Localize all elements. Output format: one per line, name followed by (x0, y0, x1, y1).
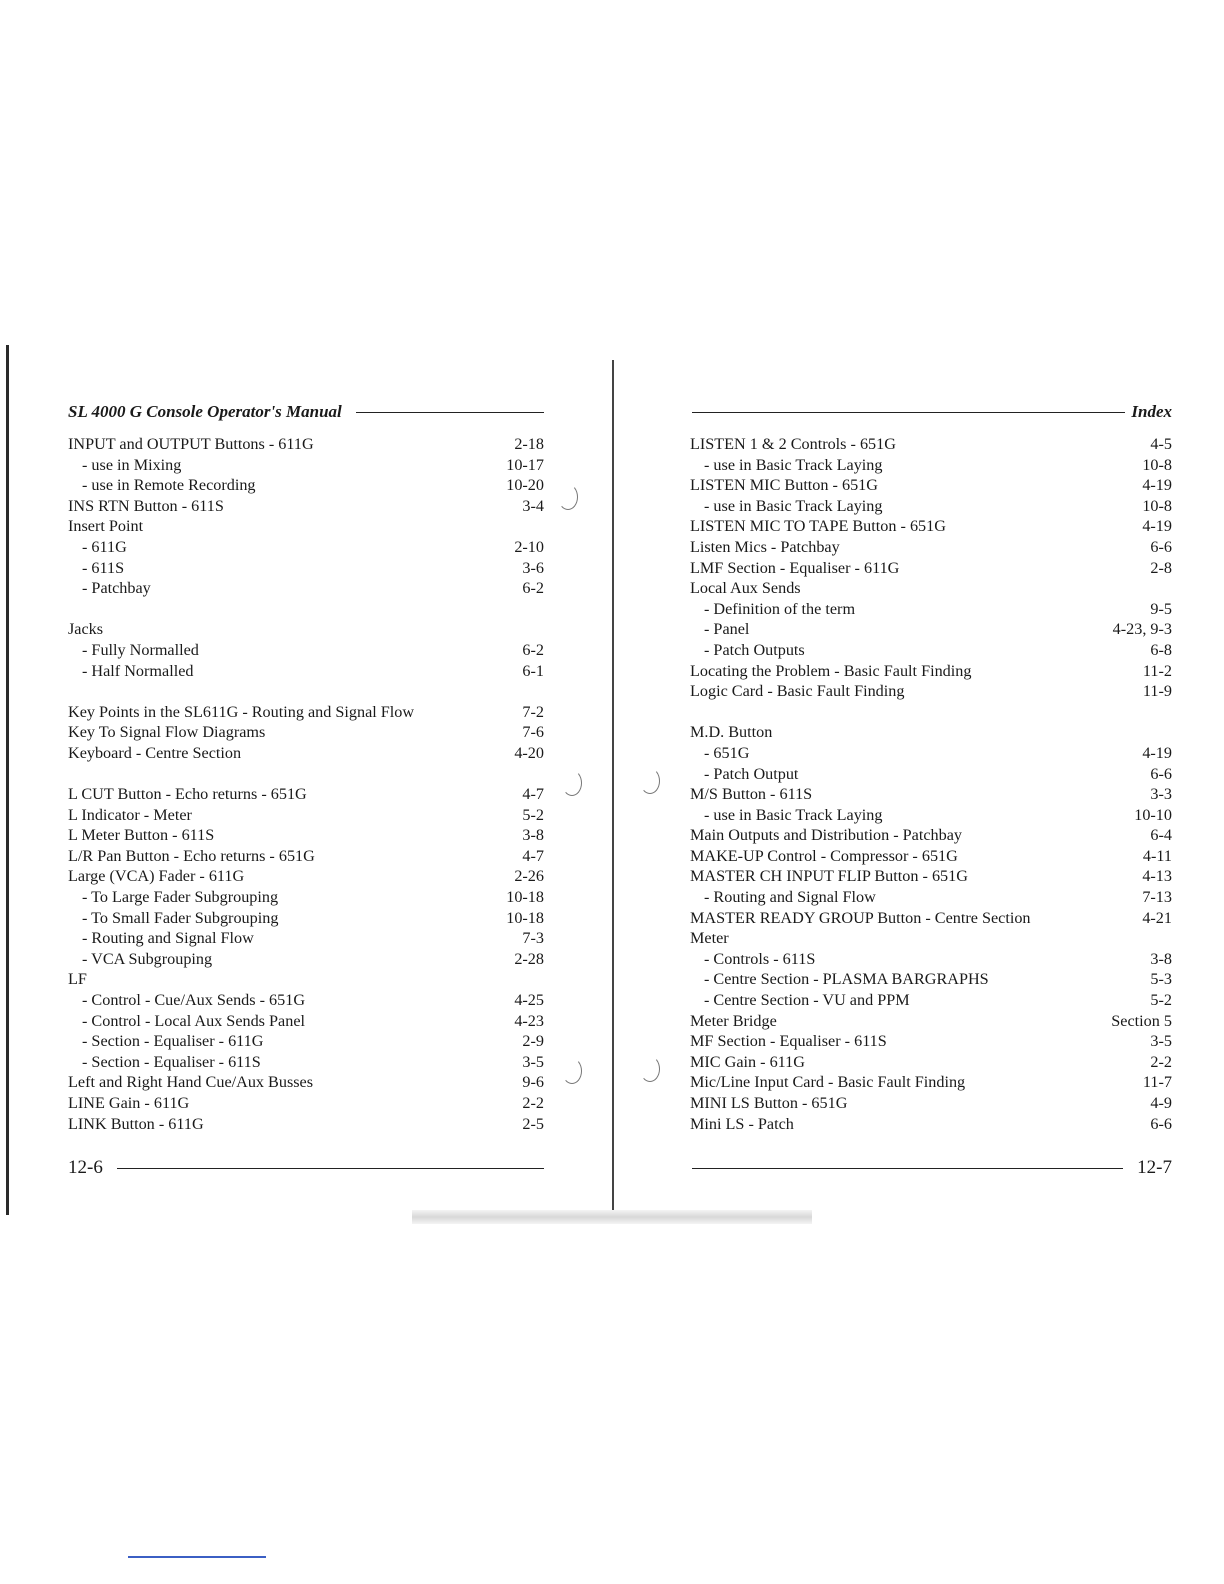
index-page-ref: 2-9 (522, 1032, 544, 1051)
index-page-ref: 10-8 (1142, 496, 1172, 515)
index-term: Meter (690, 929, 729, 948)
index-term: MIC Gain - 611G (690, 1052, 805, 1071)
index-term: MF Section - Equaliser - 611S (690, 1032, 887, 1051)
index-term: Meter Bridge (690, 1011, 777, 1030)
index-entry (690, 825, 1172, 846)
left-page-footer (68, 1156, 544, 1180)
index-entry (68, 825, 544, 846)
index-page-ref: 3-8 (1150, 949, 1172, 968)
index-term: - use in Mixing (82, 455, 182, 474)
index-subentry (68, 908, 544, 929)
index-page-ref: 6-2 (522, 640, 544, 659)
index-subentry (68, 949, 544, 970)
index-page-ref: 11-7 (1142, 1073, 1172, 1092)
index-page-ref: 2-10 (514, 537, 544, 556)
index-term: MINI LS Button - 651G (690, 1094, 848, 1112)
index-term: - Control - Cue/Aux Sends - 651G (82, 991, 306, 1010)
index-entry (690, 846, 1172, 867)
index-page-ref: 3-8 (522, 826, 544, 845)
index-subentry (690, 969, 1172, 990)
index-page-ref: 4-19 (1142, 476, 1172, 495)
index-term: Locating the Problem - Basic Fault Finding (690, 661, 972, 680)
left-index-list (68, 434, 544, 1134)
index-page-ref: 6-2 (522, 579, 544, 598)
index-subentry (68, 928, 544, 949)
index-entry (690, 908, 1172, 929)
index-term: - Controls - 611S (704, 949, 816, 968)
index-page-ref: 2-8 (1150, 558, 1172, 577)
index-term: - Centre Section - VU and PPM (704, 991, 910, 1010)
index-subentry (690, 599, 1172, 620)
index-page-ref: 2-18 (514, 435, 544, 453)
index-entry (690, 1011, 1172, 1032)
index-page-ref: 2-26 (514, 867, 544, 886)
index-page-ref: 6-6 (1150, 764, 1172, 783)
index-entry (68, 969, 544, 990)
index-term: Large (VCA) Fader - 611G (68, 867, 245, 886)
index-subentry (68, 1031, 544, 1052)
index-page-ref: 4-5 (1150, 435, 1172, 453)
index-term: Key Points in the SL611G - Routing and Signal Flow (68, 702, 415, 721)
index-entry (690, 1052, 1172, 1073)
index-page-ref: 4-23, 9-3 (1112, 620, 1172, 639)
index-entry (68, 619, 544, 640)
index-term: Mic/Line Input Card - Basic Fault Finding (690, 1073, 966, 1092)
right-page-footer (692, 1156, 1172, 1180)
index-entry (690, 516, 1172, 537)
index-page-ref: 4-7 (522, 846, 544, 865)
index-page-ref: 10-20 (506, 476, 544, 495)
index-entry (690, 1031, 1172, 1052)
index-subentry (690, 887, 1172, 908)
index-entry (68, 1093, 544, 1114)
index-term: M/S Button - 611S (690, 785, 813, 804)
index-term: INS RTN Button - 611S (68, 496, 224, 515)
index-entry (690, 1072, 1172, 1093)
index-page-ref: 4-13 (1142, 867, 1172, 886)
index-page-ref: 2-2 (522, 1094, 544, 1112)
index-subentry (68, 1052, 544, 1073)
index-subentry (690, 496, 1172, 517)
index-page-ref: 9-6 (522, 1073, 544, 1092)
manual-title: SL 4000 G Console Operator's Manual (68, 402, 342, 421)
index-page-ref: 10-10 (1134, 805, 1172, 824)
index-term: - Section - Equaliser - 611S (82, 1052, 261, 1071)
index-term: - Routing and Signal Flow (82, 929, 254, 948)
index-entry (68, 434, 544, 455)
index-subentry (690, 949, 1172, 970)
index-term: - 611S (82, 558, 125, 577)
index-page-ref: 5-2 (522, 805, 544, 824)
index-page-ref: 10-18 (506, 908, 544, 927)
index-term: L/R Pan Button - Echo returns - 651G (68, 846, 315, 865)
index-entry (68, 702, 544, 723)
index-page-ref: 7-13 (1142, 888, 1172, 907)
index-spacer (68, 599, 544, 620)
index-page-ref: 3-3 (1150, 785, 1172, 804)
index-term: - use in Basic Track Laying (704, 455, 883, 474)
index-page-ref: 3-4 (522, 496, 544, 515)
index-term: Insert Point (68, 517, 144, 536)
index-term: - use in Remote Recording (82, 476, 256, 495)
index-page-ref: 10-18 (506, 888, 544, 907)
index-page-ref: 3-6 (522, 558, 544, 577)
index-term: - Centre Section - PLASMA BARGRAPHS (704, 970, 989, 989)
index-subentry (690, 640, 1172, 661)
index-subentry (68, 990, 544, 1011)
index-spacer (690, 702, 1172, 723)
index-term: LMF Section - Equaliser - 611G (690, 558, 900, 577)
index-subentry (68, 887, 544, 908)
index-entry (690, 722, 1172, 743)
page-number: 12-7 (1137, 1157, 1172, 1178)
footer-rule (117, 1168, 544, 1169)
index-term: Local Aux Sends (690, 579, 801, 598)
page-number: 12-6 (68, 1157, 103, 1178)
index-page-ref: 6-8 (1150, 640, 1172, 659)
index-entry (690, 578, 1172, 599)
index-subentry (690, 990, 1172, 1011)
index-subentry (68, 578, 544, 599)
right-page (612, 0, 1224, 1584)
index-term: - Fully Normalled (82, 640, 199, 659)
index-page-ref: 11-9 (1142, 682, 1172, 701)
index-subentry (68, 640, 544, 661)
section-title: Index (1131, 402, 1172, 421)
index-entry (690, 434, 1172, 455)
index-term: - 611G (82, 537, 127, 556)
index-page-ref: 2-5 (522, 1114, 544, 1133)
index-subentry (690, 764, 1172, 785)
index-term: - VCA Subgrouping (82, 949, 213, 968)
index-term: INPUT and OUTPUT Buttons - 611G (68, 435, 314, 453)
index-page-ref: 4-11 (1142, 846, 1172, 865)
index-subentry (690, 743, 1172, 764)
index-subentry (68, 537, 544, 558)
index-page-ref: 6-4 (1150, 826, 1172, 845)
index-page-ref: 4-19 (1142, 743, 1172, 762)
index-entry (690, 866, 1172, 887)
index-term: L Meter Button - 611S (68, 826, 215, 845)
index-spacer (68, 764, 544, 785)
index-entry (68, 846, 544, 867)
index-page-ref: 3-5 (522, 1052, 544, 1071)
index-subentry (68, 558, 544, 579)
index-page-ref: 4-9 (1150, 1094, 1172, 1112)
index-term: M.D. Button (690, 723, 773, 742)
index-subentry (68, 455, 544, 476)
index-term: - To Small Fader Subgrouping (82, 908, 279, 927)
index-spacer (68, 681, 544, 702)
index-page-ref: 10-8 (1142, 455, 1172, 474)
index-term: Keyboard - Centre Section (68, 743, 242, 762)
right-index-list (690, 434, 1172, 1134)
index-page-ref: 5-3 (1150, 970, 1172, 989)
index-term: Key To Signal Flow Diagrams (68, 723, 266, 742)
index-page-ref: 6-6 (1150, 537, 1172, 556)
index-subentry (690, 455, 1172, 476)
index-term: L CUT Button - Echo returns - 651G (68, 785, 307, 804)
index-term: - Section - Equaliser - 611G (82, 1032, 264, 1051)
index-page-ref: 4-20 (514, 743, 544, 762)
left-page-header (68, 400, 544, 424)
index-term: Jacks (68, 620, 104, 639)
index-subentry (68, 475, 544, 496)
index-entry (68, 866, 544, 887)
index-term: Logic Card - Basic Fault Finding (690, 682, 905, 701)
index-term: - Routing and Signal Flow (704, 888, 876, 907)
index-page-ref: 2-28 (514, 949, 544, 968)
index-page-ref: 4-21 (1142, 908, 1172, 927)
index-page-ref: 4-19 (1142, 517, 1172, 536)
index-entry (68, 1072, 544, 1093)
header-rule (356, 412, 544, 413)
index-page-ref: 6-6 (1150, 1114, 1172, 1133)
index-entry (68, 516, 544, 537)
index-term: Main Outputs and Distribution - Patchbay (690, 826, 963, 845)
right-page-header (692, 400, 1172, 424)
index-page-ref: Section 5 (1111, 1011, 1172, 1030)
index-entry (690, 475, 1172, 496)
index-page-ref: 10-17 (506, 455, 544, 474)
index-entry (68, 496, 544, 517)
index-subentry (690, 805, 1172, 826)
index-entry (68, 722, 544, 743)
index-term: Mini LS - Patch (690, 1114, 794, 1133)
index-entry (68, 1114, 544, 1135)
index-term: MASTER READY GROUP Button - Centre Section (690, 908, 1031, 927)
index-term: LF (68, 970, 87, 989)
index-page-ref: 11-2 (1142, 661, 1172, 680)
index-entry (68, 805, 544, 826)
index-term: L Indicator - Meter (68, 805, 192, 824)
index-entry (690, 558, 1172, 579)
index-page-ref: 3-5 (1150, 1032, 1172, 1051)
index-entry (690, 661, 1172, 682)
index-entry (68, 784, 544, 805)
index-page-ref: 6-1 (522, 661, 544, 680)
footer-rule (692, 1168, 1123, 1169)
index-page-ref: 7-2 (522, 702, 544, 721)
index-term: - Control - Local Aux Sends Panel (82, 1011, 305, 1030)
index-term: LISTEN MIC Button - 651G (690, 476, 878, 495)
index-term: - To Large Fader Subgrouping (82, 888, 279, 907)
index-entry (690, 784, 1172, 805)
index-subentry (68, 1011, 544, 1032)
index-term: Listen Mics - Patchbay (690, 537, 840, 556)
index-entry (690, 928, 1172, 949)
index-page-ref: 7-3 (522, 929, 544, 948)
index-term: - Half Normalled (82, 661, 194, 680)
index-page-ref: 2-2 (1150, 1052, 1172, 1071)
index-term: LISTEN 1 & 2 Controls - 651G (690, 435, 896, 453)
index-subentry (690, 619, 1172, 640)
index-entry (690, 537, 1172, 558)
index-term: - Definition of the term (704, 599, 856, 618)
index-term: LISTEN MIC TO TAPE Button - 651G (690, 517, 946, 536)
index-term: - Patch Output (704, 764, 799, 783)
index-page-ref: 4-23 (514, 1011, 544, 1030)
index-term: - use in Basic Track Laying (704, 496, 883, 515)
index-term: MAKE-UP Control - Compressor - 651G (690, 846, 958, 865)
header-rule (692, 412, 1125, 413)
index-subentry (68, 661, 544, 682)
index-term: - Panel (704, 620, 750, 639)
index-page-ref: 4-25 (514, 991, 544, 1010)
index-term: LINE Gain - 611G (68, 1094, 190, 1112)
index-page-ref: 9-5 (1150, 599, 1172, 618)
index-term: - use in Basic Track Laying (704, 805, 883, 824)
index-term: - Patchbay (82, 579, 151, 598)
index-term: LINK Button - 611G (68, 1114, 204, 1133)
index-page-ref: 4-7 (522, 785, 544, 804)
index-term: Left and Right Hand Cue/Aux Busses (68, 1073, 314, 1092)
index-entry (690, 681, 1172, 702)
index-entry (68, 743, 544, 764)
index-page-ref: 5-2 (1150, 991, 1172, 1010)
index-entry (690, 1114, 1172, 1135)
index-term: - Patch Outputs (704, 640, 805, 659)
index-entry (690, 1093, 1172, 1114)
index-term: - 651G (704, 743, 750, 762)
index-page-ref: 7-6 (522, 723, 544, 742)
index-term: MASTER CH INPUT FLIP Button - 651G (690, 867, 968, 886)
